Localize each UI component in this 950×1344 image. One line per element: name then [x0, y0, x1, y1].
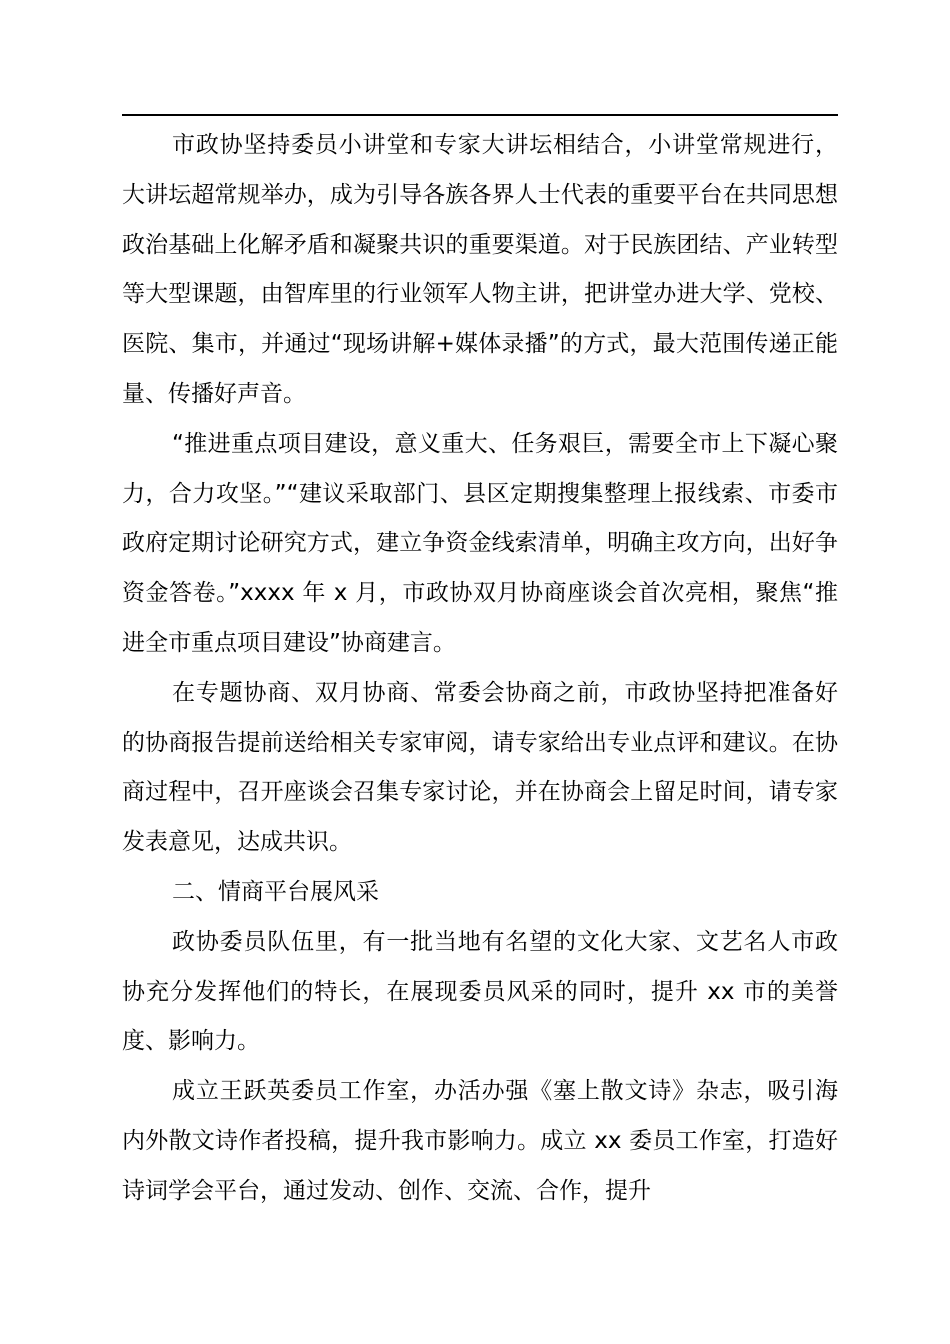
section-heading: 二、情商平台展风采 — [172, 878, 379, 905]
header-rule — [122, 114, 838, 116]
paragraph-lecture-forum: 市政协坚持委员小讲堂和专家大讲坛相结合，小讲堂常规进行，大讲坛超常规举办，成为引导各族各界人士代表的重要平台在共同思想政治基础上化解矛盾和凝聚共识的重要渠道。对于民族团结、产业转型等大型课题，由智库里的行业领军人物主讲，把讲堂办进大学、党校、医院、集市，并通过“现场讲解+媒体录播”的方式，最大范围传递正能量、传播好声音。 — [122, 132, 838, 407]
paragraph-studios: 成立王跃英委员工作室，办活办强《塞上散文诗》杂志，吸引海内外散文诗作者投稿，提升我市影响力。成立 xx 委员工作室，打造好诗词学会平台，通过发动、创作、交流、合作，提升 — [122, 1078, 838, 1204]
paragraph-expert-review: 在专题协商、双月协商、常委会协商之前，市政协坚持把准备好的协商报告提前送给相关专家审阅，请专家给出专业点评和建议。在协商过程中，召开座谈会召集专家讨论，并在协商会上留足时间，请专家发表意见，达成共识。 — [122, 679, 838, 856]
document-body — [122, 121, 838, 1217]
paragraph-cultural-members: 政协委员队伍里，有一批当地有名望的文化大家、文艺名人市政协充分发挥他们的特长，在展现委员风采的同时，提升 xx 市的美誉度、影响力。 — [122, 928, 838, 1055]
paragraph-key-projects: “推进重点项目建设，意义重大、任务艰巨，需要全市上下凝心聚力，合力攻坚。”“建议采取部门、县区定期搜集整理上报线索、市委市政府定期讨论研究方式，建立争资金线索清单，明确主攻方向，出好争资金答卷。”xxxx 年 x 月，市政协双月协商座谈会首次亮相，聚焦“推进全市重点项目建设”协商建言。 — [122, 430, 838, 656]
